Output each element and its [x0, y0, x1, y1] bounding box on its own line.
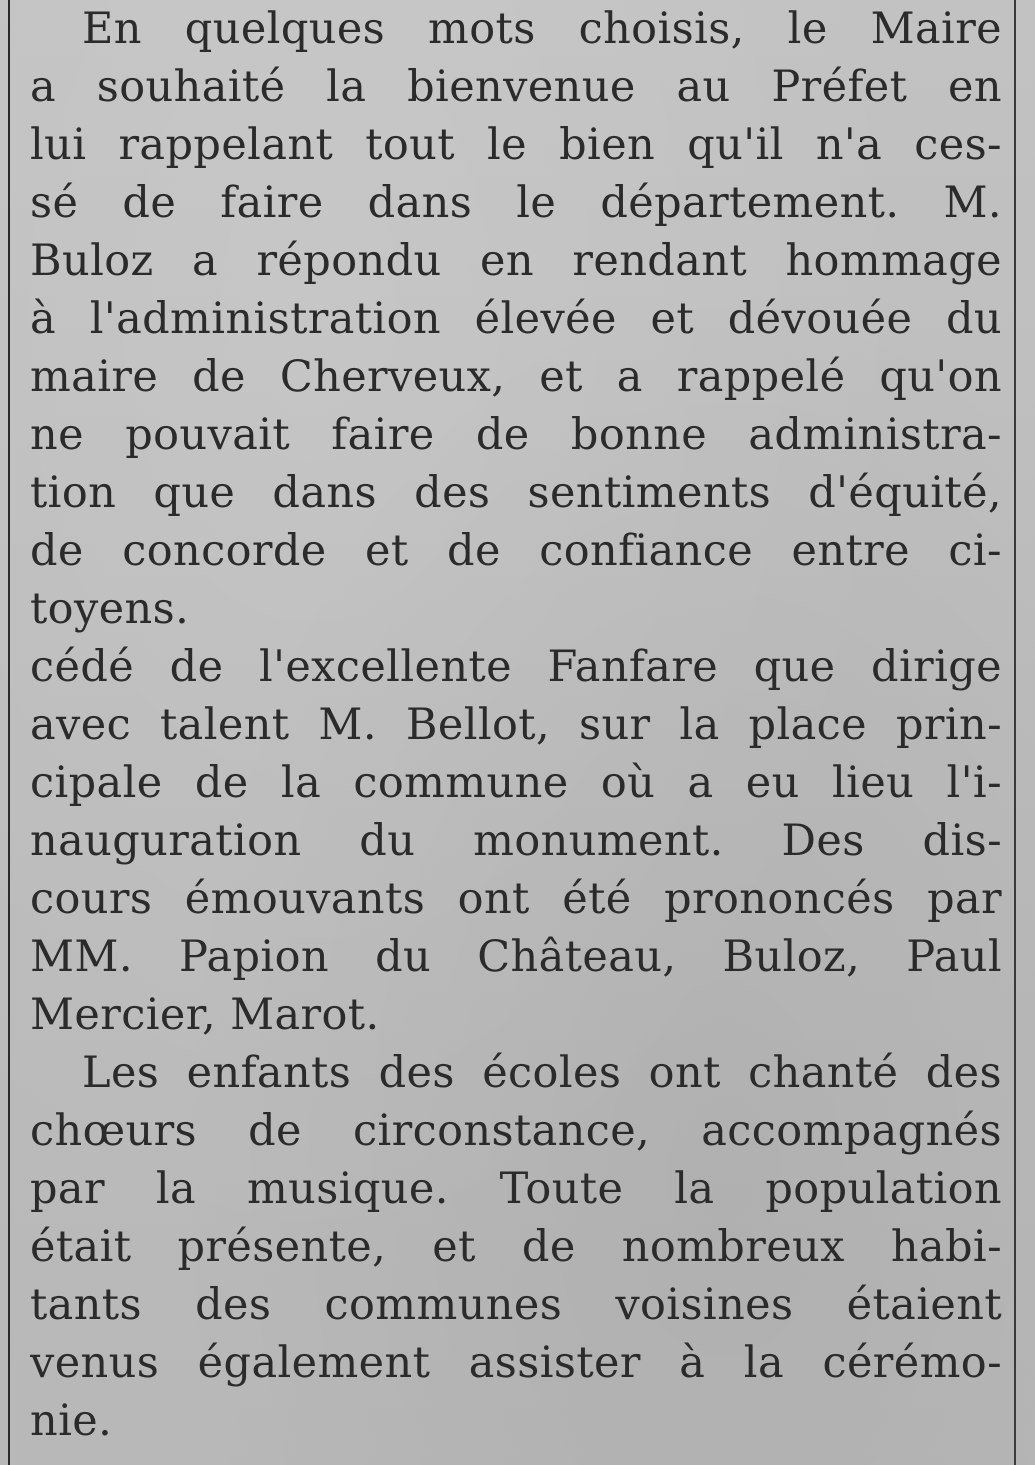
text-line: Les enfants des écoles ont chanté des	[82, 1048, 1002, 1098]
text-line: chœurs de circonstance, accompagnés	[30, 1106, 1002, 1156]
text-line: à l'administration élevée et dévouée du	[30, 294, 1002, 344]
article-column	[30, 0, 1002, 1450]
text-line: MM. Papion du Château, Buloz, Paul	[30, 932, 1002, 982]
column-rule-right	[1014, 0, 1016, 1465]
text-line: de concorde et de confiance entre ci-	[30, 526, 1002, 576]
text-line: cours émouvants ont été prononcés par	[30, 874, 1002, 924]
text-line: venus également assister à la cérémo-	[30, 1338, 1002, 1388]
text-line: En quelques mots choisis, le Maire	[82, 4, 1002, 54]
column-rule-left	[8, 0, 10, 1465]
text-line: tion que dans des sentiments d'équité,	[30, 468, 1002, 518]
text-line: Mercier, Marot.	[30, 990, 380, 1040]
text-line: ne pouvait faire de bonne administra-	[30, 410, 1002, 460]
text-line: cédé de l'excellente Fanfare que dirige	[30, 642, 1002, 692]
text-line: par la musique. Toute la population	[30, 1164, 1002, 1214]
text-line: nauguration du monument. Des dis-	[30, 816, 1002, 866]
text-line: Buloz a répondu en rendant hommage	[30, 236, 1002, 286]
text-line: a souhaité la bienvenue au Préfet en	[30, 62, 1002, 112]
text-line: était présente, et de nombreux habi-	[30, 1222, 1002, 1272]
text-line: cipale de la commune où a eu lieu l'i-	[30, 758, 1002, 808]
text-line: toyens.	[30, 584, 190, 634]
text-line: avec talent M. Bellot, sur la place prin-	[30, 700, 1002, 750]
text-line: nie.	[30, 1396, 113, 1446]
text-line: sé de faire dans le département. M.	[30, 178, 1002, 228]
text-line: tants des communes voisines étaient	[30, 1280, 1002, 1330]
text-line: lui rappelant tout le bien qu'il n'a ces-	[30, 120, 1002, 170]
text-line: maire de Cherveux, et a rappelé qu'on	[30, 352, 1002, 402]
